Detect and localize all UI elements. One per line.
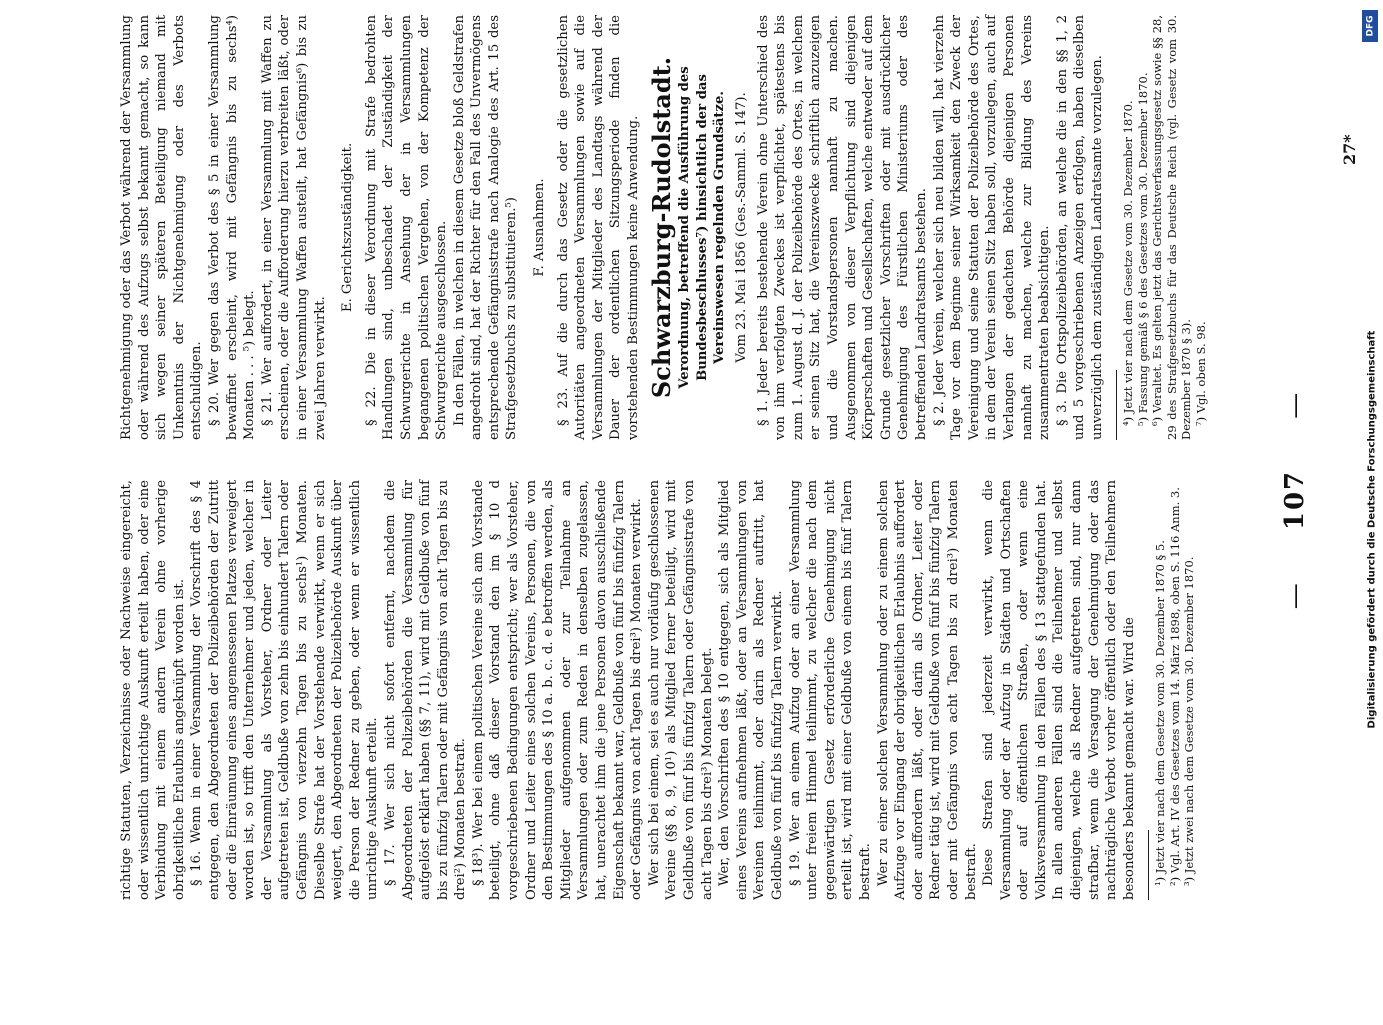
footnote-rule xyxy=(1116,370,1117,440)
paragraph: Wer, den Vorschriften des § 10 entgegen, sich als Mitglied eines Vereins aufnehmen läßt, oder an Versammlungen von Vereinen teilnimmt, oder darin als Redner auftritt, hat Geldbuße von fünf bis fünfzig Talern verwirkt. xyxy=(717,480,785,900)
page-header xyxy=(1280,0,1310,1000)
digitization-note: Digitalisierung gefördert durch die Deutsche Forschungsgemeinschaft xyxy=(1366,330,1378,729)
footnote-4: ⁴) Jetzt vier nach dem Gesetze vom 30. Dezember 1870. xyxy=(1121,100,1136,426)
footnote-rule xyxy=(1148,830,1149,900)
paragraph-section-22: § 22. Die in dieser Verordnung mit Strafe bedrohten Handlungen sind, unbeschadet der Zuständigkeit der Schwurgerichte in Ansehung der in Versammlungen begangenen politischen Vergehen, von der Kompetenz der Schwurgerichte ausgeschlossen. xyxy=(363,15,450,440)
footnote-5: ⁵) Fassung gemäß § 6 des Gesetzes vom 30. Dezember 1870. xyxy=(1135,72,1150,426)
heading-ausnahmen: F. Ausnahmen. xyxy=(532,178,548,277)
paragraph-section-21: § 21. Wer auffordert, in einer Versammlung mit Waffen zu erscheinen, oder die Aufforderung hierzu verbreiten läßt, oder in einer Versammlung Waffen austeilt, hat Gefängnis⁶) bis zu zwei Jahren verwirkt. xyxy=(259,15,328,440)
paragraph-section-3: § 3. Die Ortspolizeibehörden, an welche die in den §§ 1, 2 und 5 vorgeschriebenen Anzeigen erfolgen, haben dieselben unverzüglich dem zuständigen Landratsamte vorzulegen. xyxy=(1054,15,1105,440)
paragraph: Wer zu einer solchen Versammlung oder zu einem solchen Aufzuge vor Eingang der obrigkeitlichen Erlaubnis auffordert oder auffordern läßt, oder darin als Ordner, Leiter oder Redner tätig ist, wird mit Geldbuße von fünf bis fünfzig Talern oder mit Gefängnis von acht Tagen bis zu drei³) Monaten bestraft. xyxy=(875,480,979,900)
paragraph-section-19: § 19. Wer an einem Aufzug oder an einer Versammlung unter freiem Himmel teilnimmt, zu welcher die nach dem gegenwärtigen Gesetz erforderliche Genehmigung nicht erteilt ist, wird mit einer Geldbuße von einem bis fünf Talern bestraft. xyxy=(787,480,873,900)
paragraph-section-16: § 16. Wenn in einer Versammlung der Vorschrift des § 4 entgegen, den Abgeordneten der Polizeibehörden der Zutritt oder die Einräumung eines angemessenen Platzes verweigert worden ist, so trifft den Unternehmer und jeden, welcher in der Versammlung als Vorsteher, Ordner oder Leiter aufgetreten ist, Geldbuße von zehn bis einhundert Talern oder Gefängnis von vierzehn Tagen bis zu sechs¹) Monaten. Dieselbe Strafe hat der Vorstehende verwirkt, wenn er sich weigert, den Abgeordneten der Polizeibehörde Auskunft über die Person der Redner zu geben, oder wenn er wissentlich unrichtige Auskunft erteilt. xyxy=(189,480,381,900)
footnote-2: ²) Vgl. Art. IV des Gesetzes vom 14. März 1898, oben S. 116 Anm. 3. xyxy=(1167,487,1182,886)
paragraph-section-20: § 20. Wer gegen das Verbot des § 5 in einer Versammlung bewaffnet erscheint, wird mit Gefängnis bis zu sechs⁴) Monaten . . . ⁵) belegt. xyxy=(206,15,258,440)
dfg-logo: DFG xyxy=(1362,10,1378,42)
header-dash-left: — xyxy=(1280,581,1310,610)
footnote-1: ¹) Jetzt vier nach dem Gesetze vom 30. Dezember 1870 § 5. xyxy=(1153,540,1168,886)
digitization-sidebar xyxy=(1361,4,1381,994)
paragraph-section-23: § 23. Auf die durch das Gesetz oder die gesetzlichen Autoritäten angeordneten Versammlungen sowie auf die Versammlungen der Mitglieder des Landtags während der Dauer der ordentlichen Sitzungsperiode finden die vorstehenden Bestimmungen keine Anwendung. xyxy=(555,15,642,440)
right-column xyxy=(118,15,1263,440)
footnote-3: ³) Jetzt zwei nach dem Gesetze vom 30. Dezember 1870. xyxy=(1182,556,1197,886)
paragraph: richtige Statuten, Verzeichnisse oder Nachweise eingereicht, oder wissentlich unrichtige Auskunft erteilt haben, oder eine Verbindung mit einem andern Verein ohne vorherige obrigkeitliche Erlaubnis angeknüpft worden ist. xyxy=(119,480,187,900)
paragraph-section-17: § 17. Wer sich nicht sofort entfernt, nachdem die Abgeordneten der Polizeibehörden die Versammlung für aufgelöst erklärt haben (§§ 7, 11), wird mit Geldbuße von fünf bis zu fünfzig Talern oder mit Gefängnis von acht Tagen bis zu drei²) Monaten bestraft. xyxy=(382,480,469,900)
paragraph: In den Fällen, in welchen in diesem Gesetze bloß Geldstrafen angedroht sind, hat der Richter für den Fall des Unvermögens entsprechende Gefängnisstrafe nach Analogie des Art. 15 des Strafgesetzbuchs zu substituieren.⁵) xyxy=(451,15,520,440)
ordinance-date: Vom 23. Mai 1856 (Ges.-Samml. S. 147). xyxy=(734,92,749,363)
signature-mark: 27* xyxy=(1340,134,1359,165)
heading-gerichtszustaendigkeit: E. Gerichtszuständigkeit. xyxy=(340,142,356,313)
paragraph: Diese Strafen sind jederzeit verwirkt, wenn die Versammlung oder der Aufzug in Städten und Ortschaften oder auf öffentlichen Straßen, oder wenn eine Volksversammlung in den Fällen des § 13 stattgefunden hat. In allen anderen Fällen sind die Teilnehmer und selbst diejenigen, welche als Redner aufgetreten sind, nur dann strafbar, wenn die Versagung der Genehmigung oder das nachträgliche Verbot vorher öffentlich oder den Teilnehmern besonders bekannt gemacht war. Wird die xyxy=(981,480,1137,900)
paragraph-section-18: § 18³). Wer bei einem politischen Vereine sich am Vorstande beteiligt, ohne daß dieser Vorstand den im § 10 d vorgeschriebenen Bedingungen entspricht; wer als Vorsteher, Ordner und Leiter eines solchen Vereins, Personen, die von den Bestimmungen des § 10 a. b. c. d. e betroffen werden, als Mitglieder aufgenommen oder zur Teilnahme an Versammlungen oder zum Reden in denselben zugelassen, hat, unerachtet ihm die jene Personen davon ausschließende Eigenschaft bekannt war, Geldbuße von fünf bis fünfzig Talern oder Gefängnis von acht Tagen bis drei³) Monaten verwirkt. xyxy=(470,480,645,900)
ordinance-title: Verordnung, betreffend die Ausführung des Bundesbeschlusses⁷) hinsichtlich der das Vereinswesen regelnden Grundsätze. xyxy=(677,66,728,389)
state-title: Schwarzburg-Rudolstadt. xyxy=(646,56,676,399)
paragraph: Wer sich bei einem, sei es auch nur vorläufig geschlossenen Vereine (§§ 8, 9, 10¹) als Mitglied ferner beteiligt, wird mit Geldbuße von fünf bis fünfzig Talern oder Gefängnisstrafe von acht Tagen bis drei³) Monaten belegt. xyxy=(646,480,715,900)
paragraph-section-1: § 1. Jeder bereits bestehende Verein ohne Unterschied des von ihm verfolgten Zweckes ist verpflichtet, spätestens bis zum 1. August d. J. der Polizeibehörde des Ortes, in welchem er seinen Sitz hat, die Vereinszwecke schriftlich anzuzeigen und die Vorstandspersonen namhaft zu machen. Ausgenommen von dieser Verpflichtung sind diejenigen Körperschaften und Gesellschaften, welche entweder auf dem Grunde gesetzlicher Vorschriften oder mit ausdrücklicher Genehmigung des Fürstlichen Ministeriums oder des betreffenden Landratsamts bestehen. xyxy=(755,15,929,440)
header-dash-right: — xyxy=(1280,390,1310,419)
footnote-6: ⁶) Veraltet. Es gelten jetzt das Gerichtsverfassungsgesetz sowie §§ 28, 29 des Strafgesetzbuchs für das Deutsche Reich (vgl. Gesetz vom 30. Dezember 1870 § 3). xyxy=(1150,15,1194,440)
footnote-7: ⁷) Vgl. oben S. 98. xyxy=(1193,321,1208,426)
paragraph-section-2: § 2. Jeder Verein, welcher sich neu bilden will, hat vierzehn Tage vor dem Beginne seiner Wirksamkeit den Zweck der Vereinigung und seine Statuten der Polizeibehörde des Ortes, in dem der Verein seinen Sitz haben soll, vorzulegen, auch auf Verlangen der gedachten Behörde diejenigen Personen namhaft zu machen, welche zur Bildung des Vereins zusammentraten beabsichtigen. xyxy=(931,15,1053,440)
page-number: 107 xyxy=(1280,469,1310,531)
paragraph: Richtgenehmigung oder das Verbot während der Versammlung oder während des Aufzugs selbst bekannt gemacht, so kann sich wegen seiner späteren Beteiligung niemand mit Unkenntnis der Nichtgenehmigung oder des Verbots entschuldigen. xyxy=(119,15,205,440)
left-column xyxy=(118,480,1263,900)
